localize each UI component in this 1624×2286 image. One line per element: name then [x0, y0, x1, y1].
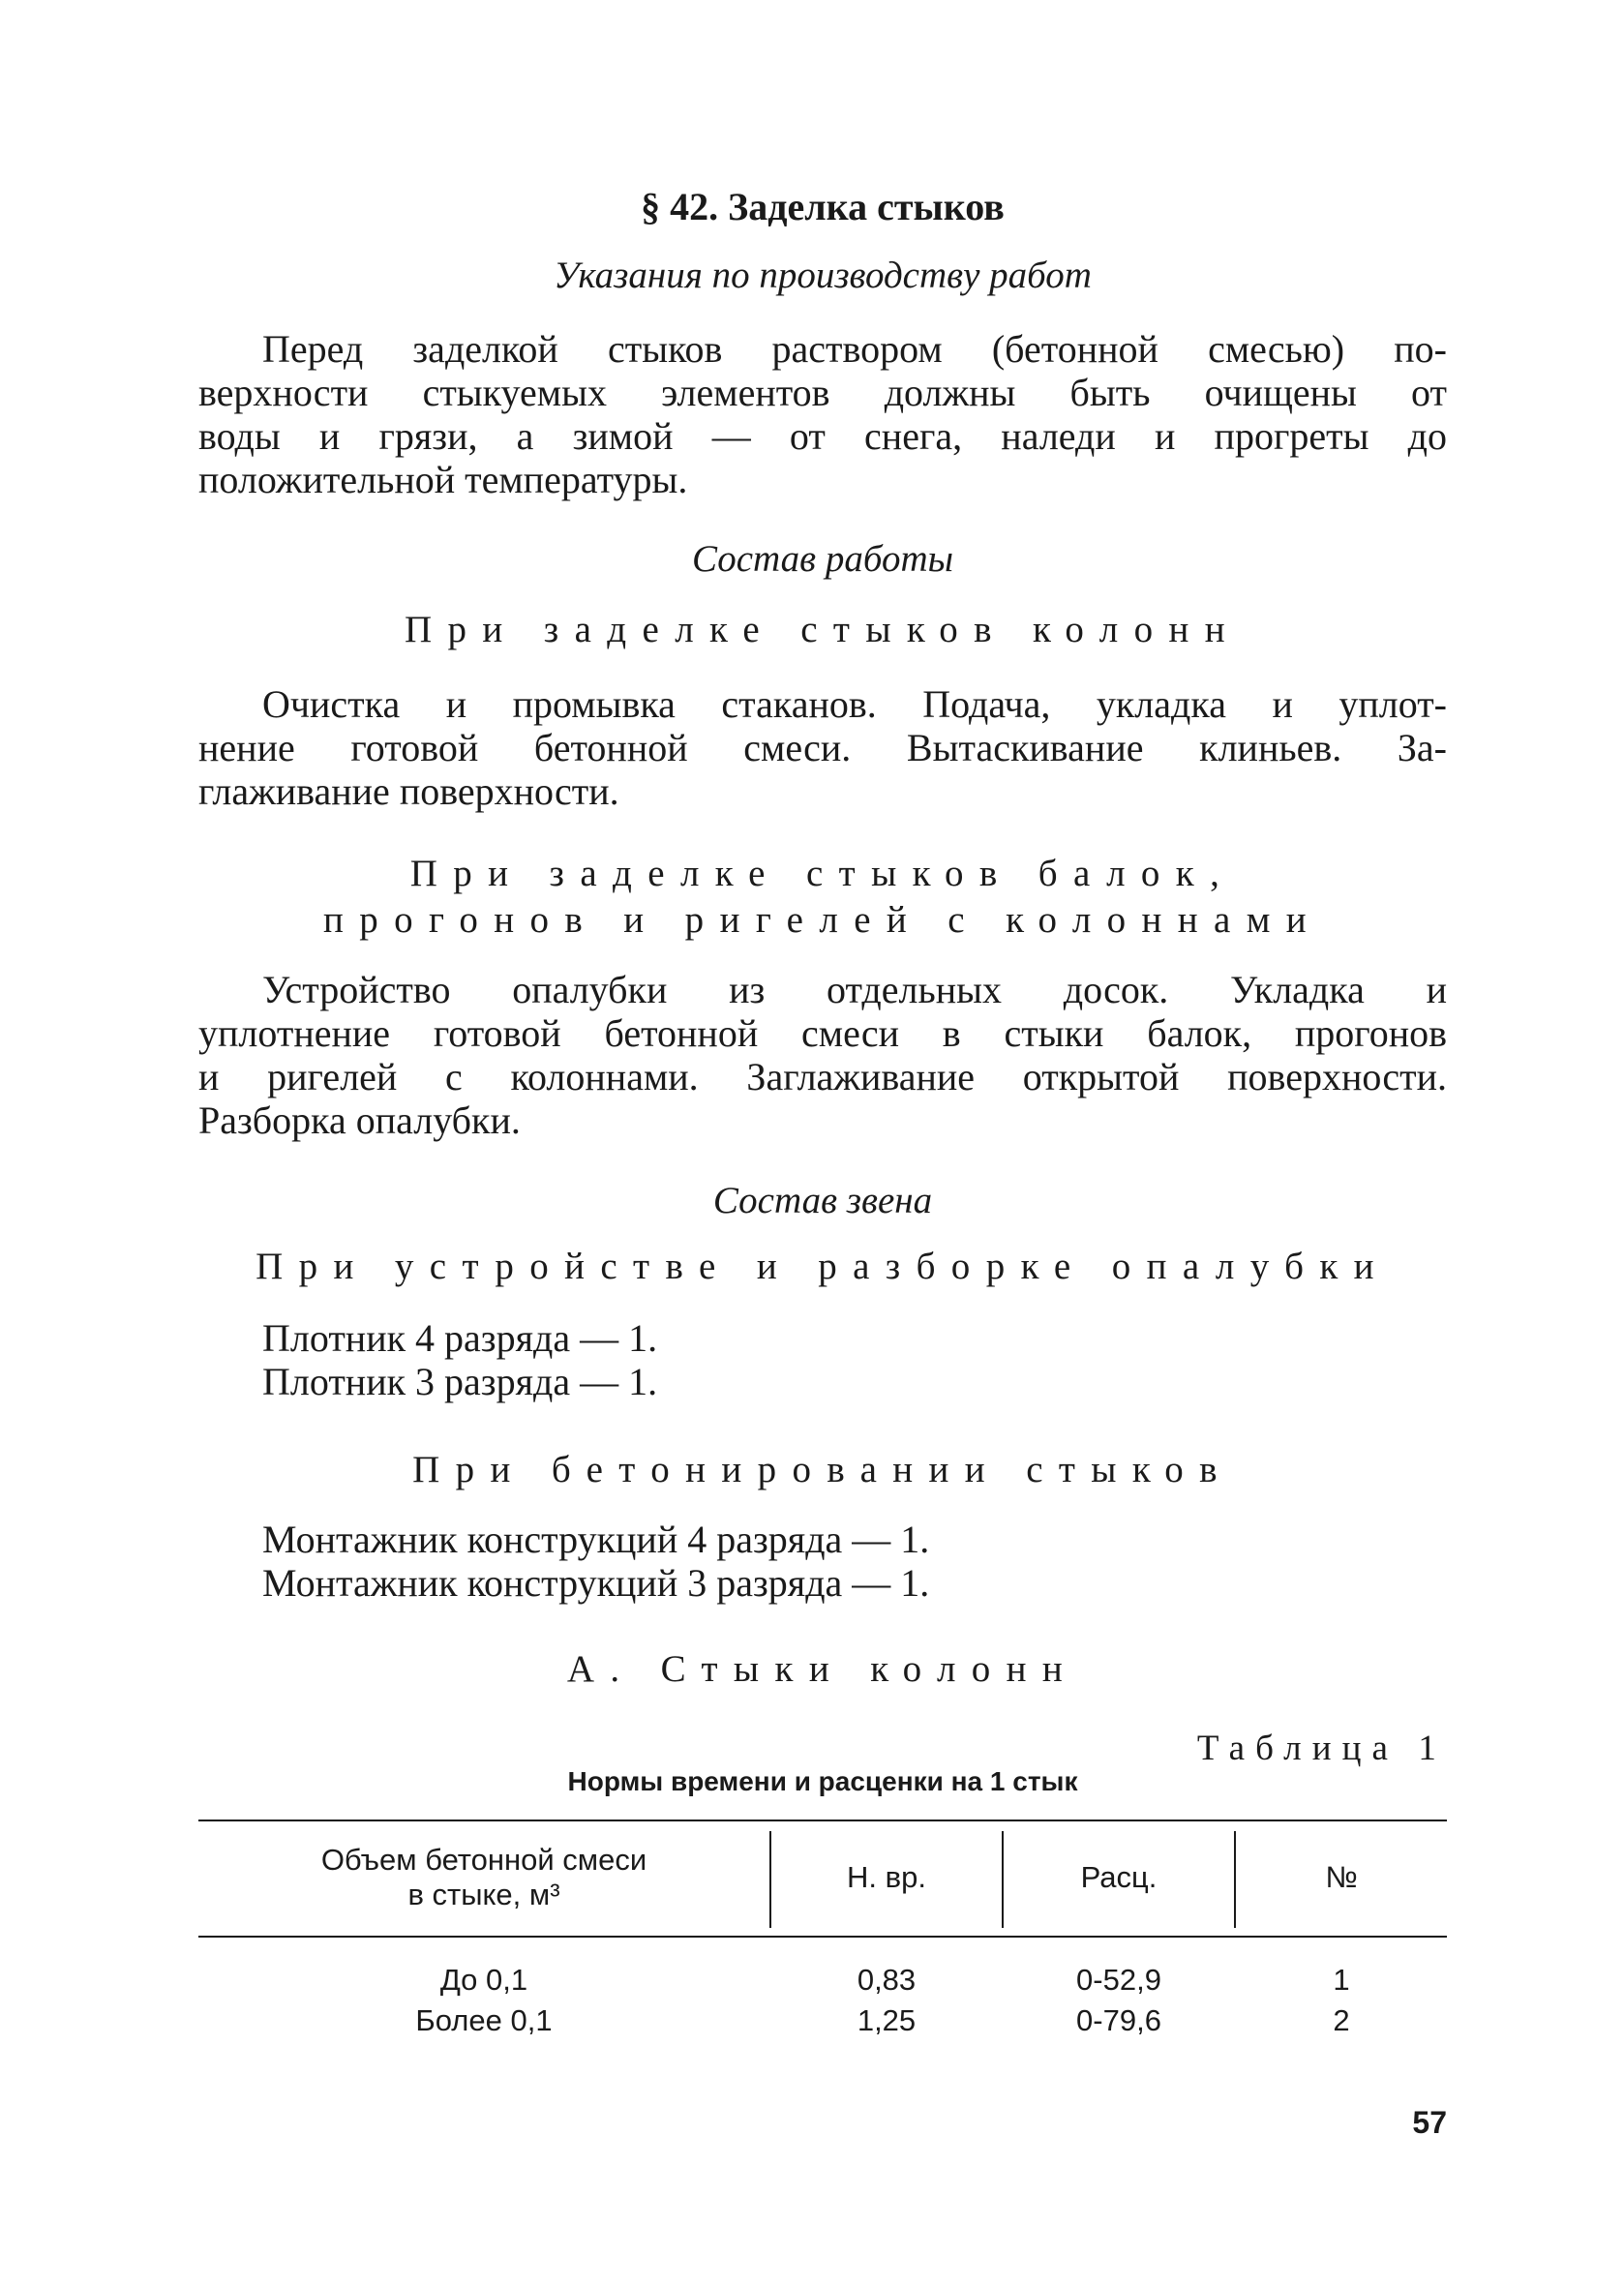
- instructions-paragraph: [198, 327, 1447, 501]
- cell-volume: Более 0,1: [415, 2003, 553, 2037]
- beams-paragraph: [198, 968, 1447, 1142]
- paragraph-line: уплотнение готовой бетонной смеси в стыки балок, прогонов: [198, 1011, 1447, 1055]
- paragraph-line: положительной температуры.: [198, 458, 688, 501]
- list-item: Монтажник конструкций 4 разряда — 1.: [262, 1518, 930, 1561]
- cell-time: 1,25: [857, 2003, 917, 2037]
- columns-paragraph: [198, 682, 1447, 813]
- instructions-heading: Указания по производству работ: [554, 255, 1092, 296]
- section-title: § 42. Заделка стыков: [641, 185, 1005, 228]
- header-volume: [198, 1820, 769, 1936]
- table-header-rule: [198, 1936, 1447, 1938]
- paragraph-line: верхности стыкуемых элементов должны быть очищены от: [198, 371, 1447, 414]
- subsection-heading: А. Стыки колонн: [566, 1648, 1079, 1690]
- work-heading: Состав работы: [691, 538, 954, 580]
- beams-heading-line2: прогонов и ригелей с колоннами: [322, 899, 1323, 941]
- header-volume-line1: Объем бетонной смеси: [320, 1843, 647, 1877]
- concreting-crew-list: [262, 1518, 929, 1605]
- paragraph-line: Разборка опалубки.: [198, 1098, 521, 1142]
- list-item: Плотник 4 разряда — 1.: [262, 1316, 658, 1360]
- cell-rate: 0-52,9: [1076, 1963, 1161, 1997]
- table-caption: Нормы времени и расценки на 1 стык: [567, 1766, 1078, 1796]
- columns-heading: При заделке стыков колонн: [405, 609, 1241, 650]
- formwork-heading: При устройстве и разборке опалубки: [256, 1246, 1390, 1287]
- list-item: Плотник 3 разряда — 1.: [262, 1360, 658, 1403]
- paragraph-line: воды и грязи, а зимой — от снега, наледи и прогреты до: [198, 414, 1447, 458]
- paragraph-line: глаживание поверхности.: [198, 769, 619, 813]
- cell-rate: 0-79,6: [1076, 2003, 1161, 2037]
- paragraph-line: Перед заделкой стыков раствором (бетонной смесью) по-: [262, 327, 1447, 371]
- concreting-heading: При бетонировании стыков: [412, 1449, 1233, 1490]
- cell-number: 1: [1333, 1963, 1350, 1997]
- header-number: №: [1325, 1860, 1358, 1894]
- cell-number: 2: [1333, 2003, 1350, 2037]
- table-label: Таблица 1: [1196, 1729, 1447, 1768]
- document-page: [198, 0, 1447, 2286]
- paragraph-line: и ригелей с колоннами. Заглаживание открытой поверхности.: [198, 1055, 1447, 1098]
- header-time: Н. вр.: [847, 1860, 926, 1894]
- cell-volume: До 0,1: [439, 1963, 528, 1997]
- list-item: Монтажник конструкций 3 разряда — 1.: [262, 1561, 930, 1605]
- header-volume-line2: в стыке, м³: [407, 1878, 560, 1911]
- paragraph-line: Устройство опалубки из отдельных досок. Укладка и: [262, 968, 1447, 1011]
- formwork-crew-list: [262, 1316, 657, 1403]
- cell-time: 0,83: [857, 1963, 917, 1997]
- paragraph-line: нение готовой бетонной смеси. Вытаскивание клиньев. За-: [198, 726, 1447, 769]
- header-rate: Расц.: [1080, 1860, 1158, 1894]
- beams-heading-line1: При заделке стыков балок,: [409, 853, 1236, 894]
- paragraph-line: Очистка и промывка стаканов. Подача, укладка и уплот-: [262, 682, 1447, 726]
- crew-heading: Состав звена: [712, 1180, 933, 1221]
- page-number: 57: [1412, 2105, 1447, 2140]
